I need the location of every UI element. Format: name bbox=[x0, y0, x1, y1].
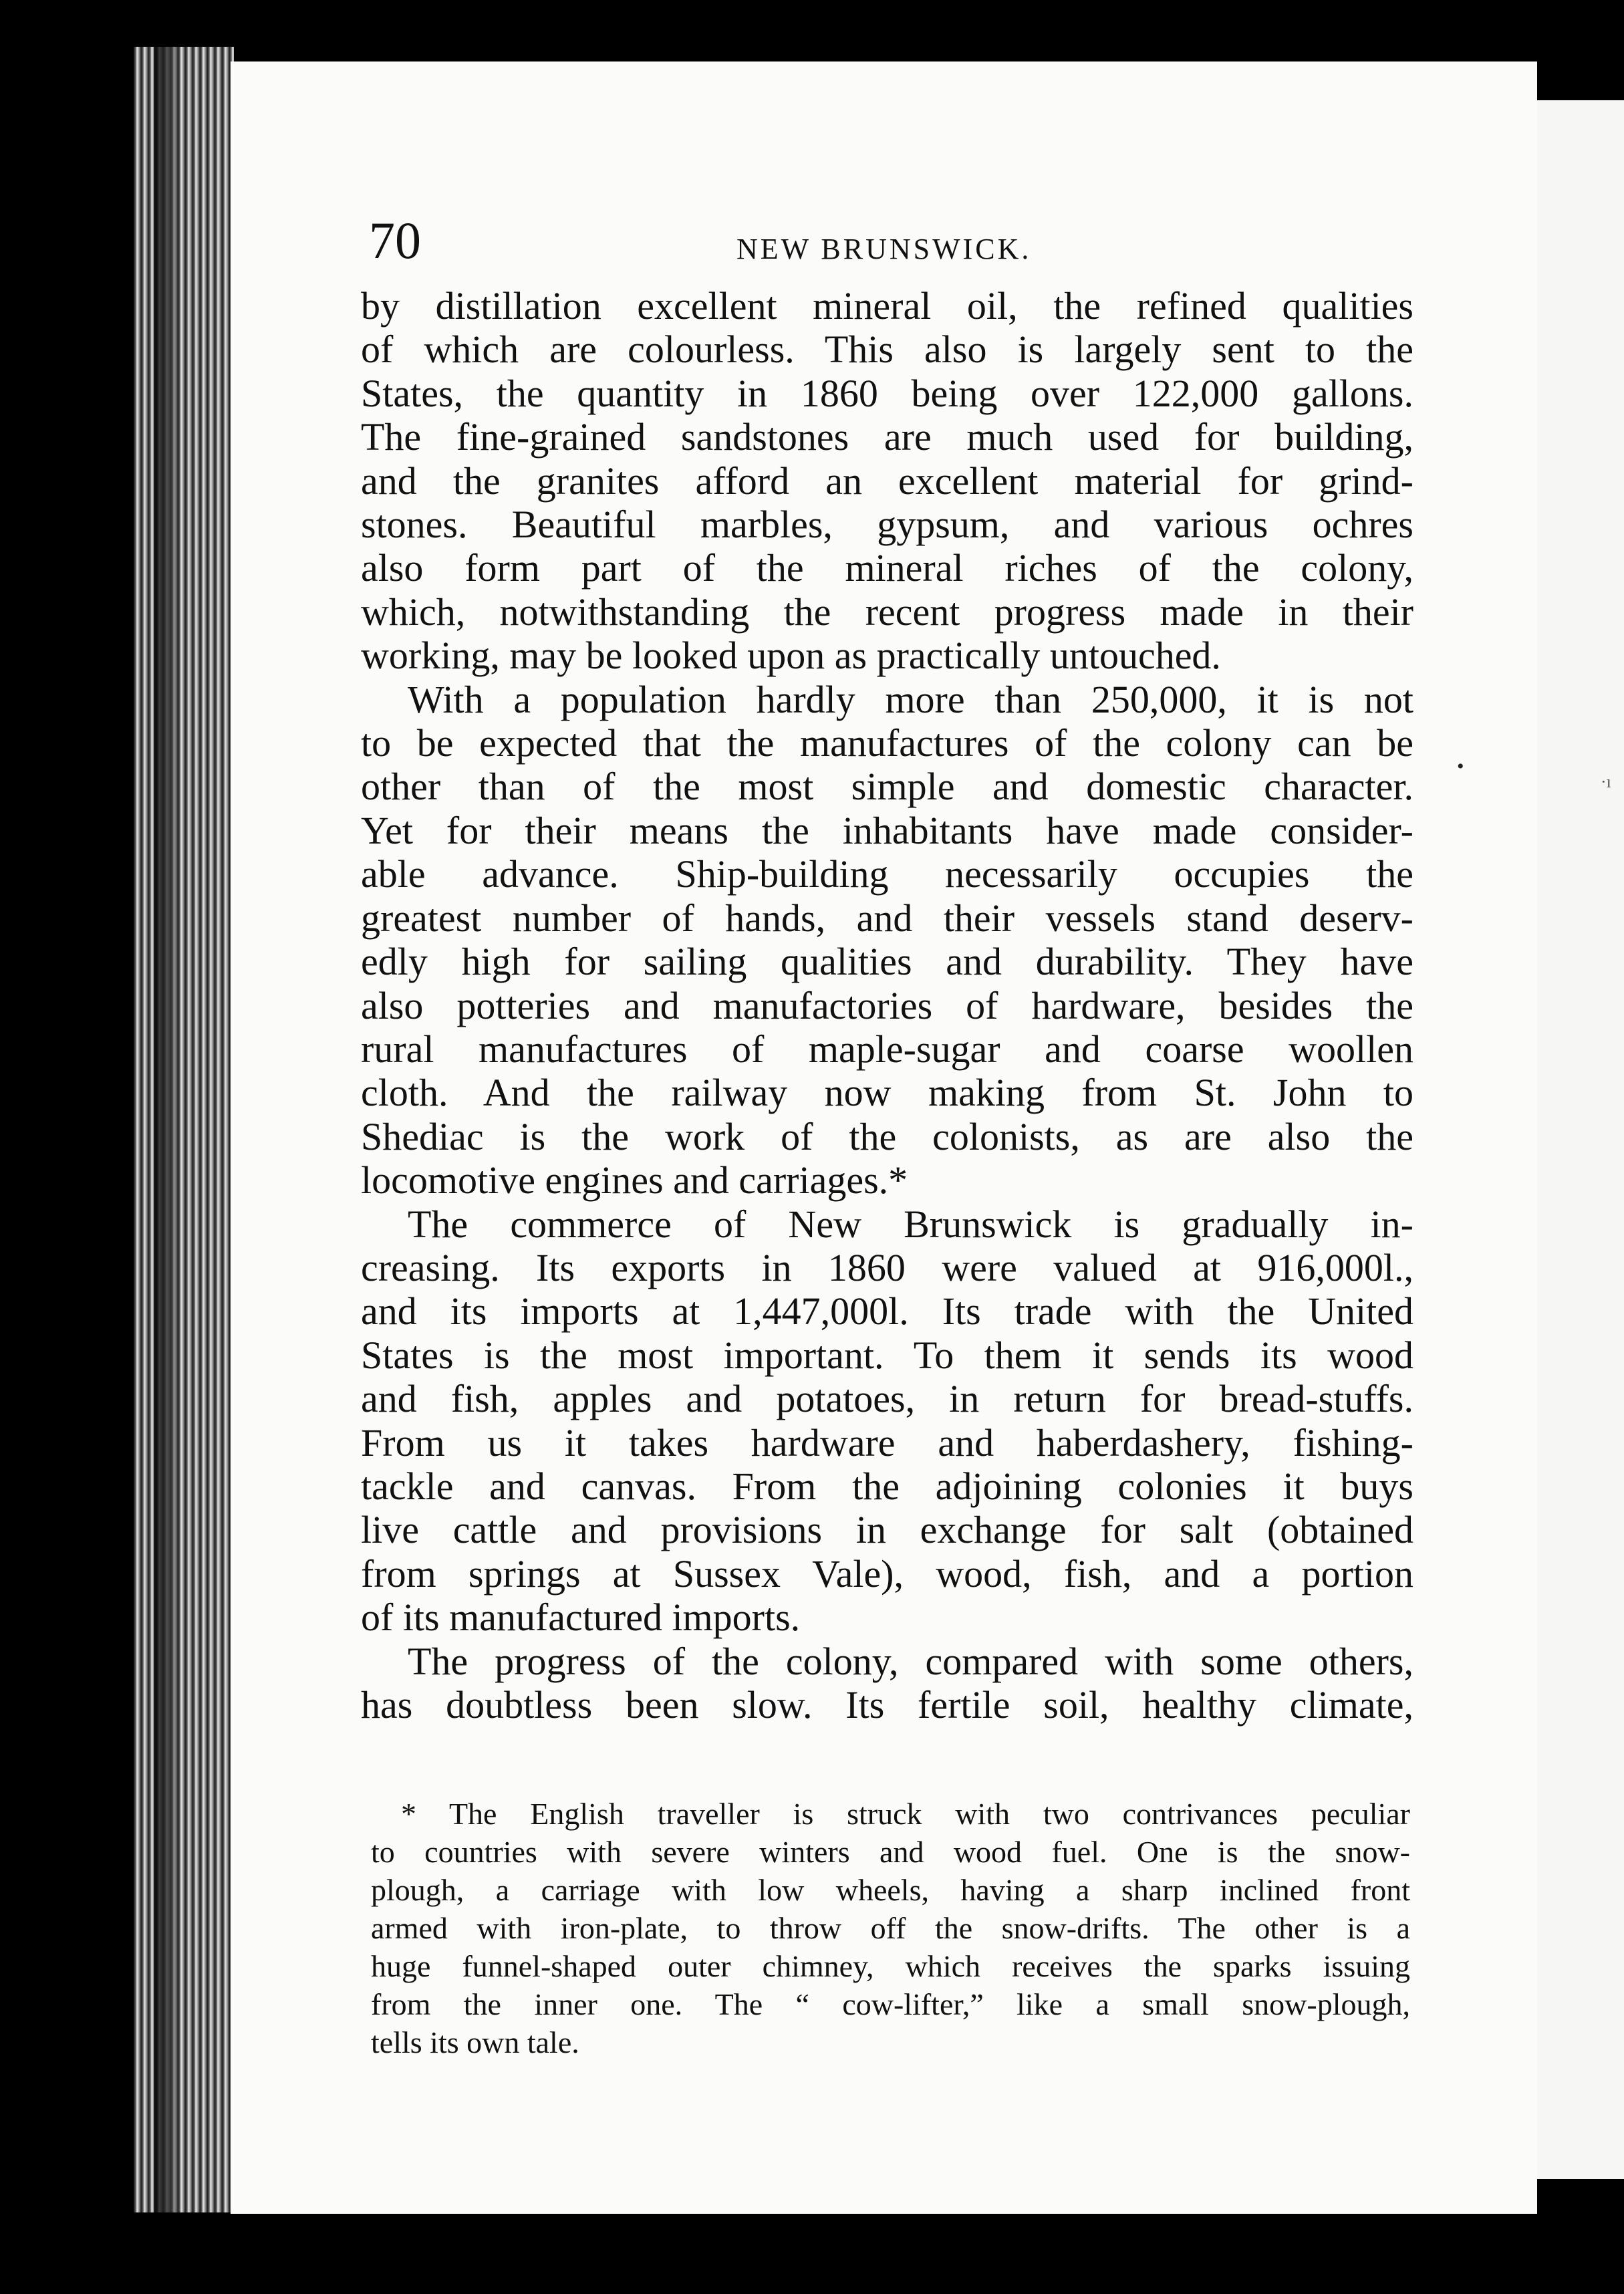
body-line: tackle and canvas. From the adjoining colonies it buys bbox=[361, 1464, 1413, 1508]
body-line: and fish, apples and potatoes, in return for bread-stuffs. bbox=[361, 1377, 1413, 1421]
facing-page-edge bbox=[1530, 100, 1624, 2179]
body-line: has doubtless been slow. Its fertile soil, healthy climate, bbox=[361, 1683, 1413, 1727]
body-line: locomotive engines and carriages.* bbox=[361, 1158, 908, 1202]
body-line: of which are colourless. This also is largely sent to the bbox=[361, 328, 1413, 372]
body-line: of its manufactured imports. bbox=[361, 1596, 801, 1640]
stray-dot: • bbox=[1457, 755, 1464, 777]
body-line: by distillation excellent mineral oil, the refined qualities bbox=[361, 284, 1413, 328]
footnote bbox=[371, 1795, 1410, 2061]
body-line: able advance. Ship-building necessarily occupies the bbox=[361, 852, 1413, 896]
running-head: NEW BRUNSWICK. bbox=[736, 233, 1032, 265]
edge-speck: ·ı bbox=[1601, 772, 1611, 791]
body-line: Shediac is the work of the colonists, as are also the bbox=[361, 1114, 1413, 1158]
body-line: From us it takes hardware and haberdashery, fishing- bbox=[361, 1420, 1413, 1464]
body-line: also potteries and manufactories of hardware, besides the bbox=[361, 983, 1413, 1027]
book-page-edges bbox=[134, 47, 234, 2212]
page-header bbox=[369, 211, 1411, 271]
gutter-shadow bbox=[154, 47, 180, 2212]
body-line: States is the most important. To them it sends its wood bbox=[361, 1333, 1413, 1377]
body-line: rural manufactures of maple-sugar and coarse woollen bbox=[361, 1027, 1413, 1071]
body-line: The fine-grained sandstones are much used for building, bbox=[361, 415, 1413, 459]
body-line: Yet for their means the inhabitants have made consider- bbox=[361, 808, 1413, 852]
body-line: cloth. And the railway now making from St. John to bbox=[361, 1071, 1413, 1115]
body-line: from springs at Sussex Vale), wood, fish, and a portion bbox=[361, 1551, 1413, 1596]
footnote-line: armed with iron-plate, to throw off the snow-drifts. The other is a bbox=[371, 1911, 1410, 1945]
body-line: edly high for sailing qualities and durability. They have bbox=[361, 940, 1413, 984]
body-line: and the granites afford an excellent material for grind- bbox=[361, 459, 1413, 503]
body-line: working, may be looked upon as practically untouched. bbox=[361, 634, 1221, 678]
body-line: live cattle and provisions in exchange for salt (obtained bbox=[361, 1508, 1413, 1552]
footnote-line: plough, a carriage with low wheels, having a sharp inclined front bbox=[371, 1873, 1410, 1907]
body-text bbox=[361, 284, 1413, 1727]
body-line: and its imports at 1,447,000l. Its trade with the United bbox=[361, 1289, 1413, 1333]
body-line: to be expected that the manufactures of the colony can be bbox=[361, 721, 1413, 765]
body-line: With a population hardly more than 250,000, it is not bbox=[408, 677, 1413, 721]
footnote-line: tells its own tale. bbox=[371, 2025, 579, 2059]
footnote-line: * The English traveller is struck with two contrivances peculiar bbox=[401, 1797, 1410, 1831]
footnote-line: from the inner one. The “ cow-lifter,” like a small snow-plough, bbox=[371, 1987, 1410, 2021]
body-line: creasing. Its exports in 1860 were valued at 916,000l., bbox=[361, 1245, 1413, 1289]
body-line: The progress of the colony, compared with some others, bbox=[408, 1639, 1413, 1683]
body-line: other than of the most simple and domestic character. bbox=[361, 765, 1413, 809]
body-line: The commerce of New Brunswick is gradually in- bbox=[408, 1202, 1413, 1246]
body-line: also form part of the mineral riches of the colony, bbox=[361, 546, 1413, 590]
footnote-line: to countries with severe winters and wood fuel. One is the snow- bbox=[371, 1835, 1410, 1869]
body-line: States, the quantity in 1860 being over 122,000 gallons. bbox=[361, 371, 1413, 415]
body-line: stones. Beautiful marbles, gypsum, and various ochres bbox=[361, 503, 1413, 547]
page-number: 70 bbox=[369, 211, 421, 269]
body-line: which, notwithstanding the recent progress made in their bbox=[361, 590, 1413, 634]
footnote-line: huge funnel-shaped outer chimney, which receives the sparks issuing bbox=[371, 1949, 1410, 1983]
body-line: greatest number of hands, and their vessels stand deserv- bbox=[361, 896, 1413, 940]
